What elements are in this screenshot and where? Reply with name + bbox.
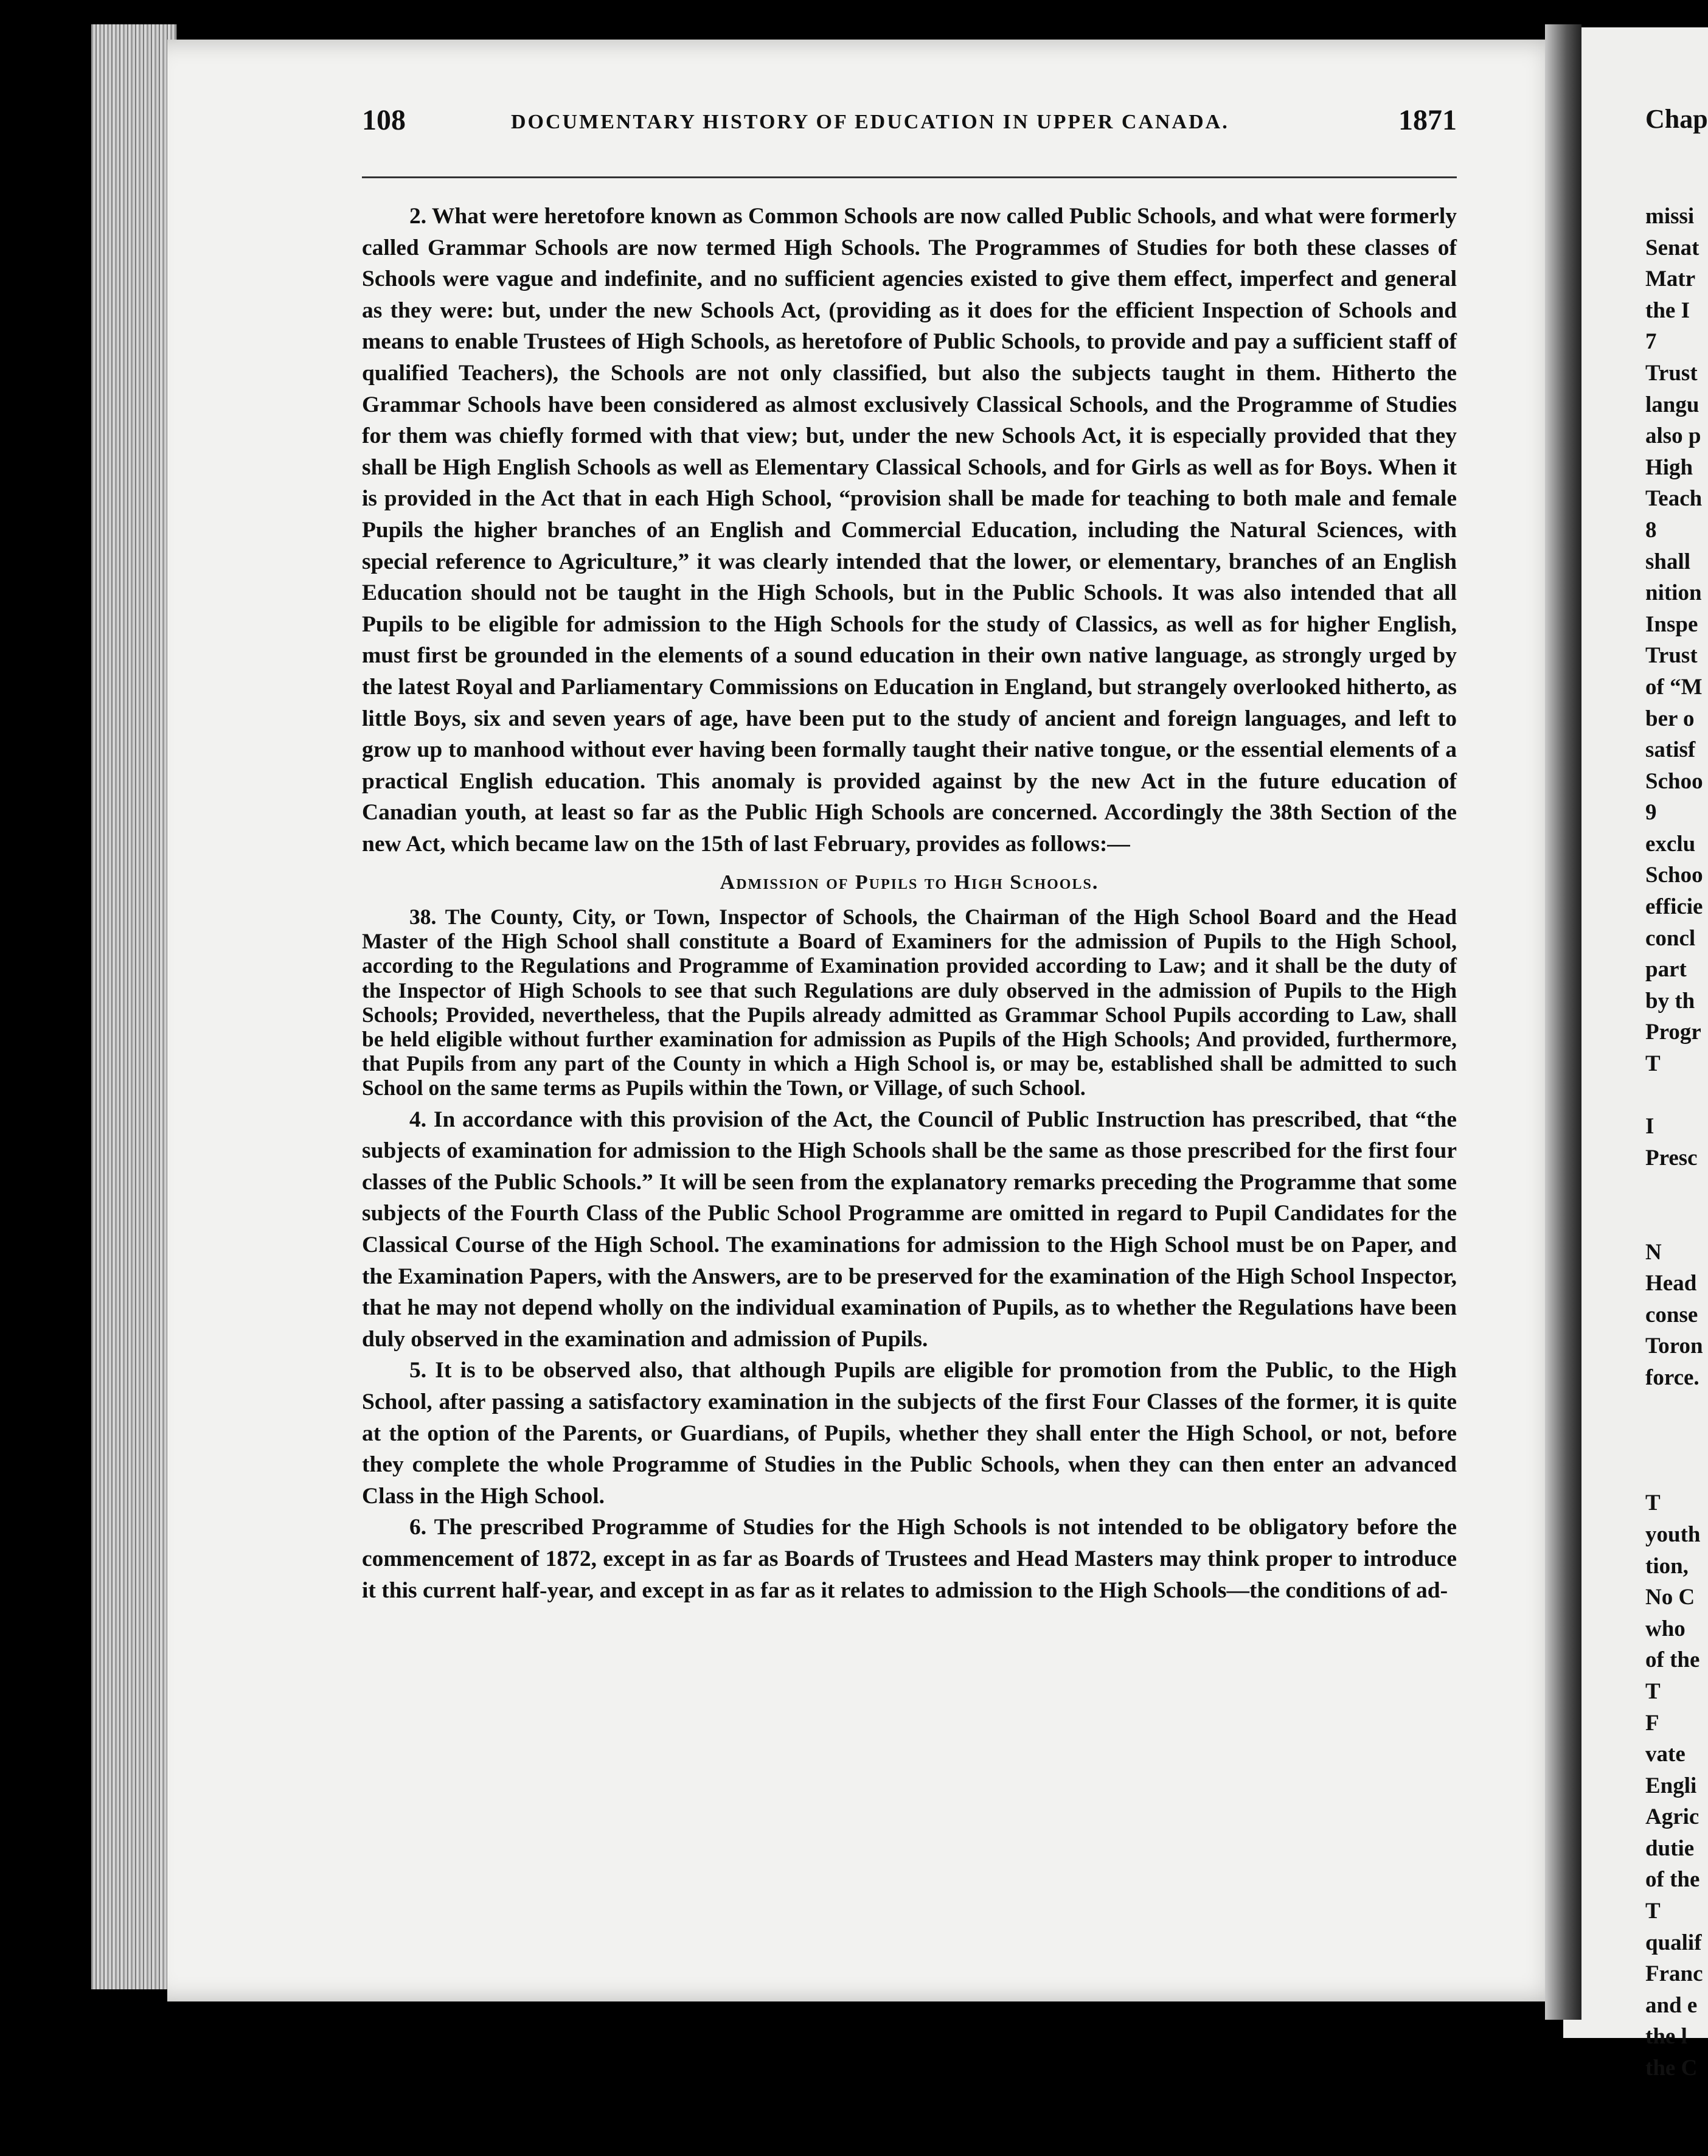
section-heading: Admission of Pupils to High Schools. (720, 871, 1099, 894)
right-page-line (1645, 1394, 1708, 1425)
right-page-line: Matr (1645, 266, 1696, 292)
page-number: 108 (362, 104, 406, 136)
right-page-line: force. (1645, 1365, 1699, 1390)
right-page-line: the I (1645, 297, 1690, 323)
right-page-line: N (1645, 1239, 1662, 1265)
header-year: 1871 (1398, 104, 1457, 136)
right-page-line: 9 (1645, 800, 1657, 826)
right-page-line: T (1645, 1051, 1661, 1077)
right-page-line: I (1645, 1114, 1654, 1139)
right-page-text (1645, 201, 1708, 2084)
right-page-line: Inspe (1645, 611, 1698, 637)
right-page-line: missi (1645, 204, 1695, 229)
right-page-line: T (1645, 1678, 1661, 1704)
statute-section-38: 38. The County, City, or Town, Inspector of Schools, the Chairman of the High School Board and the Head Master of the High School shall constitute a Board of Examiners for the admission of Pupils to the High School, according to the Regulations and Programme of Examination provided according to Law; and it shall be the duty of the Inspector of High Schools to see that such Regulations are duly observed in the admission of Pupils to the High Schools; Provided, nevertheless, that the Pupils already admitted as Grammar School Pupils according to Law, shall be held eligible without further examination for admission as Pupils of the High Schools; And provided, furthermore, that Pupils from any part of the County in which a High School is, or may be, established shall be admitted to such School on the same terms as Pupils within the Town, or Village, of such School. (362, 905, 1457, 1101)
page-header (362, 103, 1457, 152)
right-page-line: tion, (1645, 1553, 1689, 1579)
right-page-line: Franc (1645, 1961, 1703, 1987)
right-page-line: who (1645, 1616, 1685, 1641)
right-page-line: No C (1645, 1585, 1695, 1610)
right-page-line (1645, 1174, 1708, 1205)
right-page-line: ber o (1645, 706, 1695, 731)
right-page-chapter: Chap (1645, 104, 1708, 134)
running-title: DOCUMENTARY HISTORY OF EDUCATION IN UPPER CANADA. (511, 111, 1229, 133)
right-page-line (1645, 1080, 1708, 1111)
right-page-line: Toron (1645, 1334, 1703, 1359)
right-page-line: the l (1645, 2024, 1687, 2050)
right-page-line: Trust (1645, 643, 1698, 669)
paragraph-2: 2. What were heretofore known as Common Schools are now called Public Schools, and what were formerly called Grammar Schools are now termed High Schools. The Programmes of Studies for both these classes of Schools were vague and indefinite, and no sufficient agencies existed to give them effect, imperfect and general as they were: but, under the new Schools Act, (providing as it does for the efficient Inspection of Schools and means to enable Trustees of High Schools, as heretofore of Public Schools, to provide and pay a sufficient staff of qualified Teachers), the Schools are not only classified, but also the subjects taught in them. Hitherto the Grammar Schools have been considered as almost exclusively Classical Schools, and the Programme of Studies for them was chiefly formed with that view; but, under the new Schools Act, it is especially provided that they shall be High English Schools as well as Elementary Classical Schools, and for Girls as well as for Boys. When it is provided in the Act that in each High School, “provision shall be made for teaching to both male and female Pupils the higher branches of an English and Commercial Education, including the Natural Sciences, with special reference to Agriculture,” it was clearly intended that the lower, or elementary, branches of an English Education should not be taught in the High Schools, but in the Public Schools. It was also intended that all Pupils to be eligible for admission to the High Schools for the study of Classics, as well as for higher English, must first be grounded in the elements of a sound education in their own native language, as strongly urged by the latest Royal and Parliamentary Commissions on Education in England, but strangely overlooked hitherto, as little Boys, six and seven years of age, have been put to the study of ancient and foreign languages, and left to grow up to manhood without ever having been formally taught their native tongue, or the essential elements of a practical English education. This anomaly is provided against by the new Act in the future education of Canadian youth, at least so far as the Public High Schools are concerned. Accordingly the 38th Section of the new Act, which became law on the 15th of last February, provides as follows:— (362, 204, 1457, 857)
right-page-line: shall (1645, 549, 1691, 574)
right-page-line: the C (1645, 2056, 1698, 2081)
book-edge (91, 24, 176, 1989)
right-page-line: youth (1645, 1521, 1701, 1547)
paragraph-6: 6. The prescribed Programme of Studies for the High Schools is not intended to be obligatory before the commencement of 1872, except in as far as Boards of Trustees and Head Masters may think proper to introduce it this current half-year, and except in as far as it relates to admission to the High Schools—the conditions of ad- (362, 1515, 1457, 1603)
right-page-line: Presc (1645, 1145, 1698, 1170)
body-text (362, 201, 1457, 1606)
right-page-line: T (1645, 1899, 1661, 1924)
right-page-line: Engli (1645, 1773, 1697, 1798)
right-page-line: satisf (1645, 737, 1696, 763)
right-page-line: langu (1645, 392, 1699, 417)
right-page-line: also p (1645, 423, 1701, 449)
right-page-line: exclu (1645, 831, 1696, 857)
right-page-line: efficie (1645, 894, 1703, 920)
right-page-line: and e (1645, 1992, 1698, 2018)
header-rule (362, 176, 1457, 178)
right-page-line: of “M (1645, 674, 1703, 700)
right-page-line: Schoo (1645, 768, 1703, 794)
right-page-line: of the (1645, 1867, 1700, 1893)
right-page-line: Agric (1645, 1804, 1699, 1830)
right-page-line: Schoo (1645, 863, 1703, 888)
right-page-line: vate (1645, 1742, 1685, 1767)
right-page-line: dutie (1645, 1835, 1695, 1861)
right-page-line: F (1645, 1710, 1659, 1736)
right-page-line: Progr (1645, 1020, 1701, 1045)
right-page-line: 7 (1645, 329, 1657, 355)
right-page-line: Head (1645, 1271, 1697, 1296)
right-page-line: High (1645, 454, 1693, 480)
paragraph-4: 4. In accordance with this provision of the Act, the Council of Public Instruction has prescribed, that “the subjects of examination for admission to the High Schools shall be the same as those prescribed for the first four classes of the Public Schools.” It will be seen from the explanatory remarks preceding the Programme that some subjects of the Fourth Class of the Public School Programme are omitted in regard to Pupil Candidates for the Classical Course of the High School. The examinations for admission to the High School must be on Paper, and the Examination Papers, with the Answers, are to be preserved for the examination of the High School Inspector, that he may not depend wholly on the individual examination of Pupils, as to whether the Regulations have been duly observed in the examination and admission of Pupils. (362, 1107, 1457, 1352)
right-page-line: conse (1645, 1302, 1698, 1327)
right-page-line: T (1645, 1490, 1661, 1516)
right-page-line: Senat (1645, 235, 1699, 260)
right-page-line (1645, 1425, 1708, 1456)
paragraph-5: 5. It is to be observed also, that although Pupils are eligible for promotion from the Public, to the High School, after passing a satisfactory examination in the subjects of the first Four Classes of the former, it is quite at the option of the Parents, or Guardians, of Pupils, whether they shall enter the High School, or not, before they complete the whole Programme of Studies in the Public Schools, when they can then enter an advanced Class in the High School. (362, 1358, 1457, 1509)
right-page-line: Teach (1645, 486, 1703, 512)
right-page-line: qualif (1645, 1930, 1702, 1955)
right-page-line: concl (1645, 925, 1696, 951)
right-page-line: of the (1645, 1647, 1700, 1673)
right-page-line (1645, 1456, 1708, 1488)
right-page-line: Trust (1645, 360, 1698, 386)
right-page-line: by th (1645, 988, 1695, 1014)
book-gutter (1545, 24, 1581, 2020)
right-page-line: part (1645, 957, 1687, 982)
right-page-line (1645, 1205, 1708, 1237)
right-page-line: nition (1645, 580, 1702, 606)
right-page-line: 8 (1645, 517, 1657, 543)
